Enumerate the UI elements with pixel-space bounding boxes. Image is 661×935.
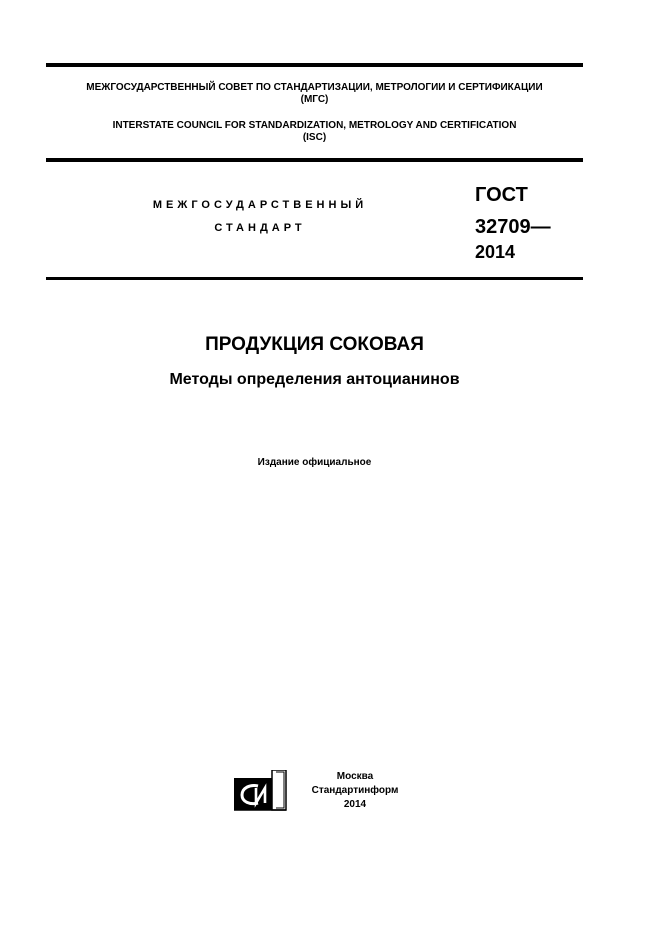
document-title: ПРОДУКЦИЯ СОКОВАЯ: [205, 334, 424, 355]
standard-code-line3: 2014: [475, 242, 516, 262]
council-ru-line2: (МГС): [300, 94, 329, 105]
bottom-rule: [46, 277, 583, 280]
middle-rule: [46, 158, 583, 162]
document-subtitle: Методы определения антоцианинов: [169, 371, 460, 388]
council-name-russian: [46, 82, 583, 106]
top-rule: [46, 63, 583, 67]
standard-type-line1: МЕЖГОСУДАРСТВЕННЫЙ: [152, 199, 368, 211]
publisher-block: [297, 770, 413, 812]
publisher-name: Стандартинформ: [311, 785, 399, 796]
edition-note: Издание официальное: [257, 457, 372, 468]
standard-code-line1: ГОСТ: [475, 184, 528, 206]
council-en-line2: (ISC): [302, 132, 327, 143]
standard-code-line2: 32709—: [475, 216, 551, 238]
standartinform-logo-icon: [232, 770, 288, 812]
council-en-line1: INTERSTATE COUNCIL FOR STANDARDIZATION, METROLOGY AND CERTIFICATION: [112, 120, 517, 131]
publisher-city: Москва: [336, 771, 374, 782]
standard-type-line2: СТАНДАРТ: [214, 222, 306, 234]
publication-year: 2014: [343, 799, 367, 810]
council-ru-line1: МЕЖГОСУДАРСТВЕННЫЙ СОВЕТ ПО СТАНДАРТИЗАЦИИ, МЕТРОЛОГИИ И СЕРТИФИКАЦИИ: [86, 82, 543, 93]
council-name-english: [46, 120, 583, 144]
